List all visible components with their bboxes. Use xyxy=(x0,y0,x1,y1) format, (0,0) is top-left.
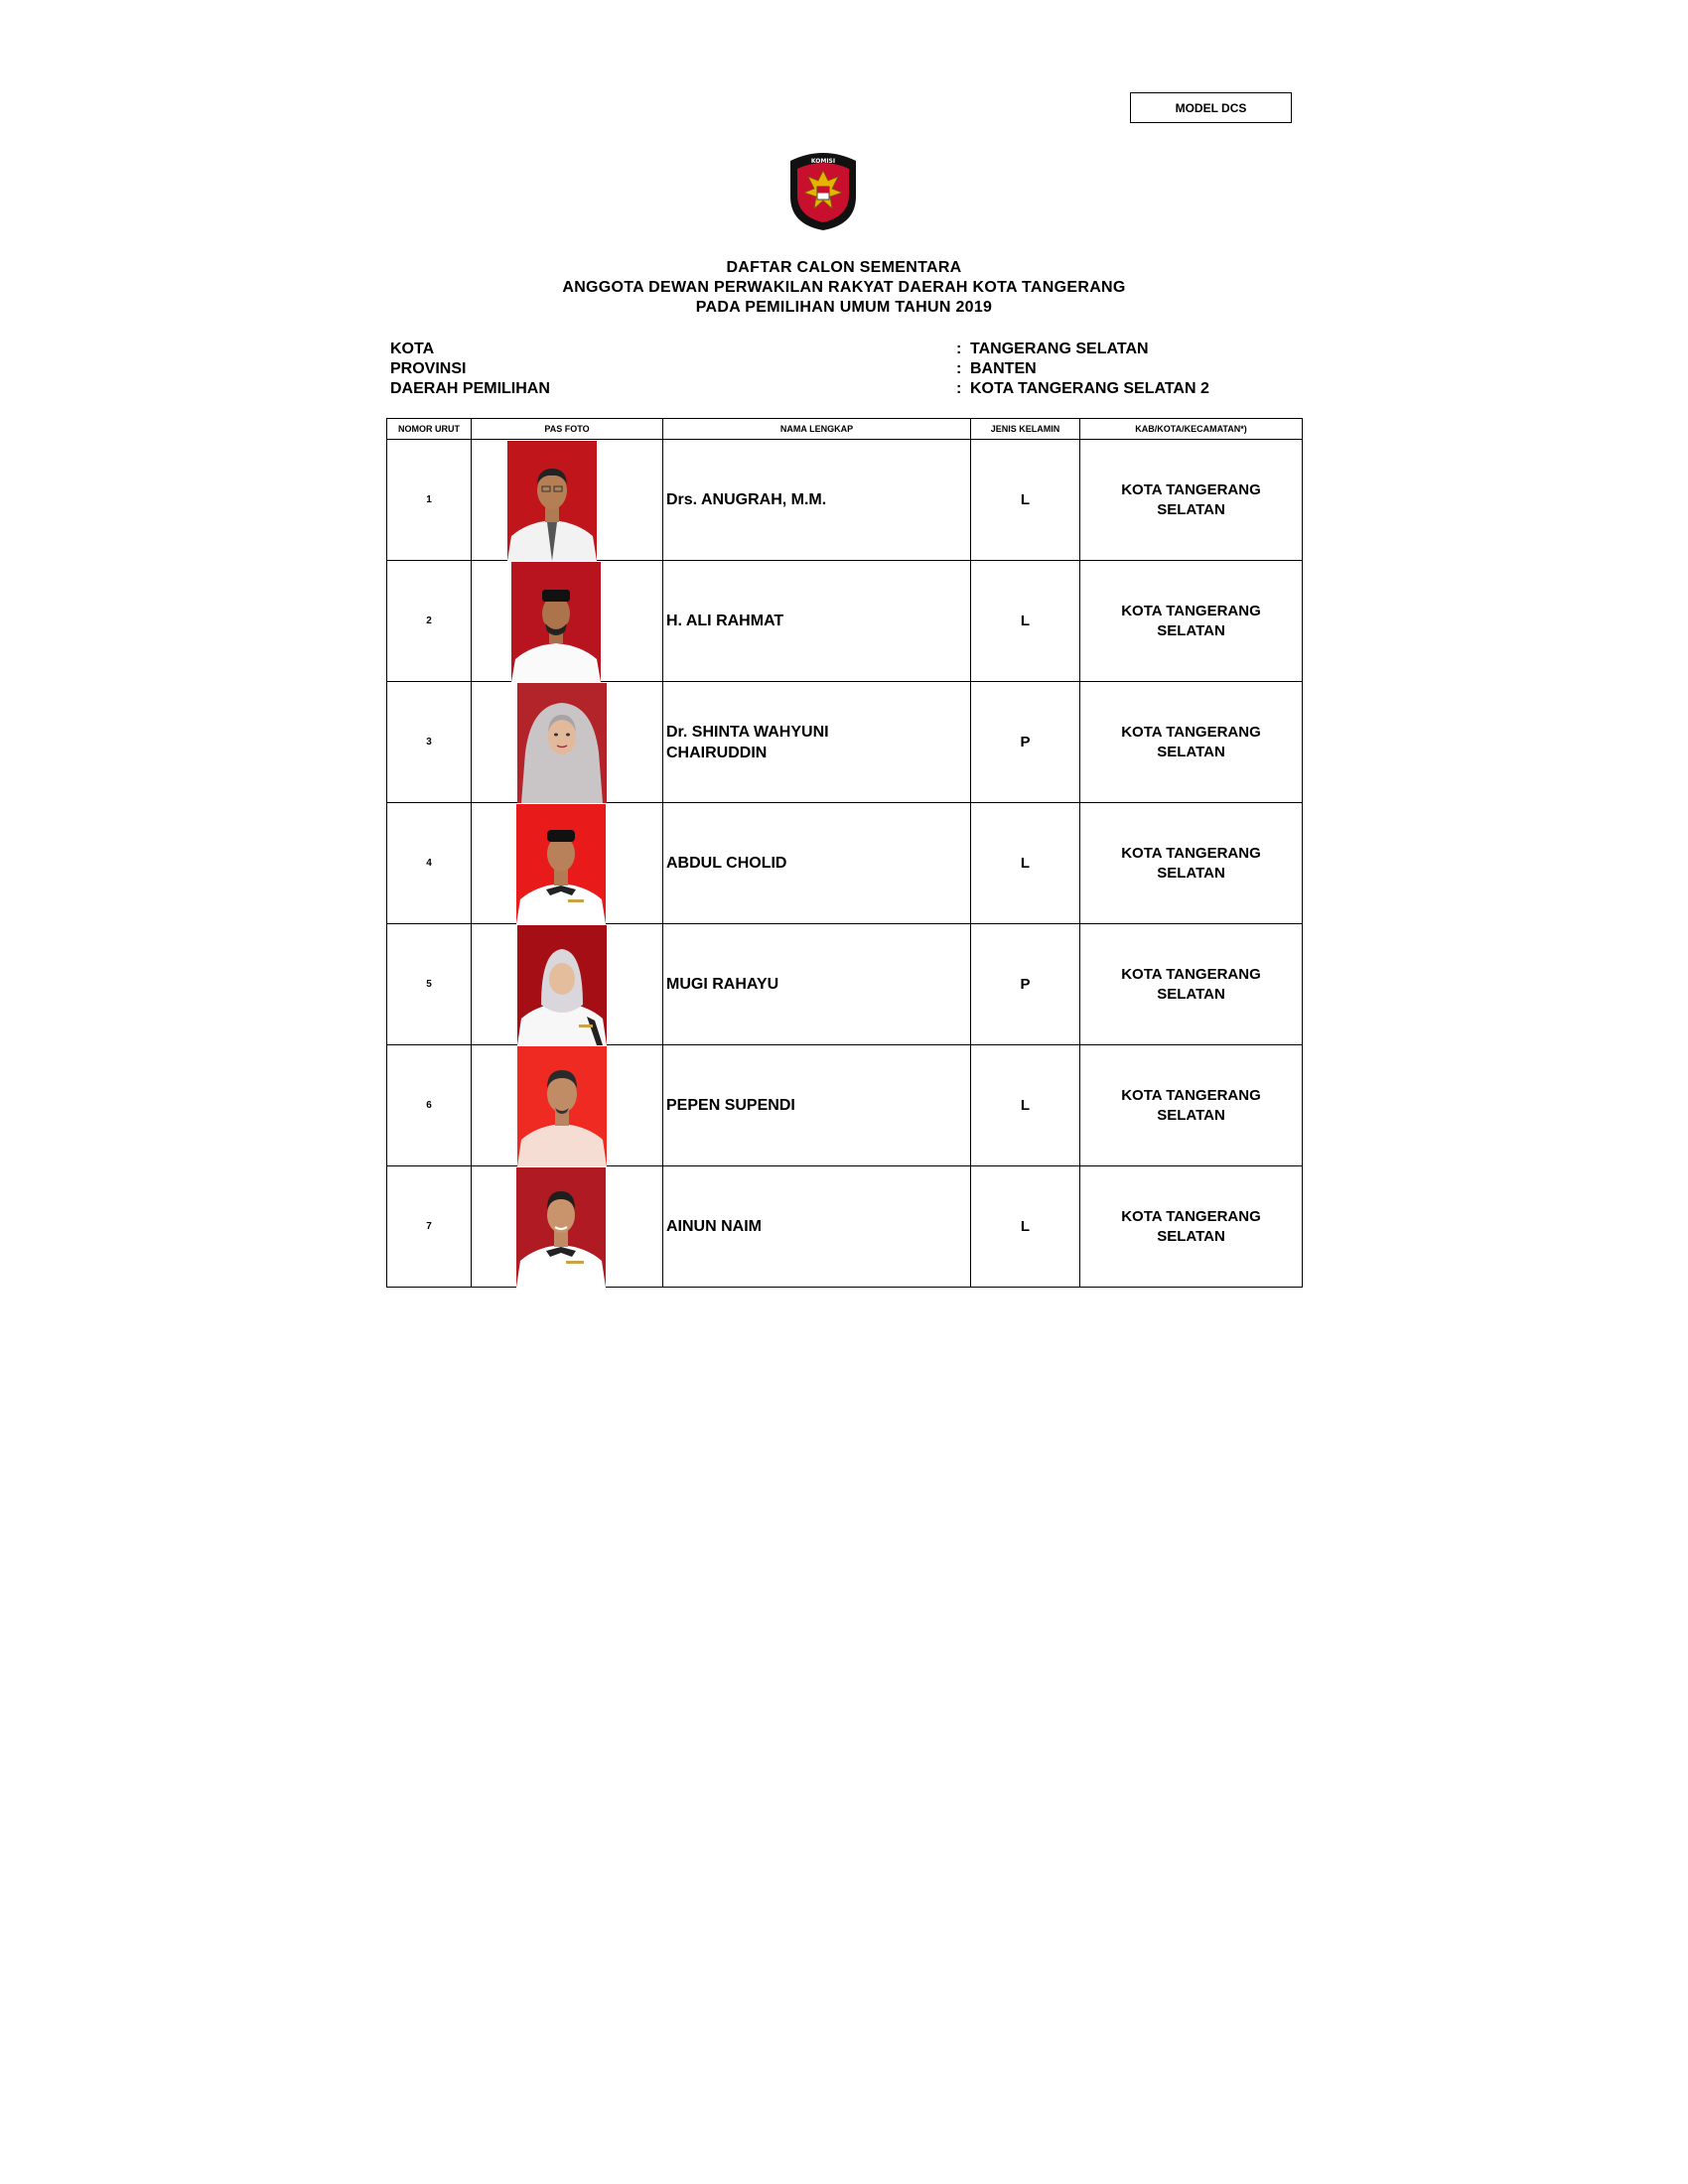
candidate-photo xyxy=(517,925,607,1045)
candidate-gender: L xyxy=(971,803,1080,924)
model-label: MODEL DCS xyxy=(1130,92,1292,123)
pas-foto-cell xyxy=(472,803,663,924)
candidate-name xyxy=(663,1166,971,1288)
row-number: 6 xyxy=(387,1045,472,1166)
row-number: 3 xyxy=(387,682,472,803)
row-number: 5 xyxy=(387,924,472,1045)
name-line-1: PEPEN SUPENDI xyxy=(666,1097,795,1114)
row-number: 2 xyxy=(387,561,472,682)
region-line-2: SELATAN xyxy=(1157,500,1225,518)
region-line-1: KOTA TANGERANG xyxy=(1121,1086,1261,1104)
separator: : xyxy=(956,360,962,377)
candidate-photo xyxy=(517,1046,607,1166)
candidate-name xyxy=(663,803,971,924)
svg-text:KOMISI: KOMISI xyxy=(810,158,836,165)
region-line-2: SELATAN xyxy=(1157,621,1225,639)
table-row xyxy=(387,1045,1303,1166)
region-line-1: KOTA TANGERANG xyxy=(1121,723,1261,741)
name-line-1: H. ALI RAHMAT xyxy=(666,613,784,629)
pas-foto-cell xyxy=(472,1045,663,1166)
title-line-2: ANGGOTA DEWAN PERWAKILAN RAKYAT DAERAH KOTA TANGERANG xyxy=(562,279,1126,296)
candidate-region xyxy=(1080,803,1303,924)
name-line-1: Drs. ANUGRAH, M.M. xyxy=(666,491,827,508)
name-line-1: ABDUL CHOLID xyxy=(666,855,787,872)
header-jenis-kelamin: JENIS KELAMIN xyxy=(971,419,1080,440)
dapil-value: KOTA TANGERANG SELATAN 2 xyxy=(970,380,1209,397)
provinsi-label: PROVINSI xyxy=(390,360,467,377)
region-line-1: KOTA TANGERANG xyxy=(1121,965,1261,983)
pas-foto-cell xyxy=(472,440,663,561)
candidate-photo xyxy=(511,562,601,682)
candidate-region xyxy=(1080,682,1303,803)
region-line-1: KOTA TANGERANG xyxy=(1121,480,1261,498)
candidate-gender: L xyxy=(971,440,1080,561)
region-line-2: SELATAN xyxy=(1157,1227,1225,1245)
header-kab-kota-kecamatan: KAB/KOTA/KECAMATAN*) xyxy=(1080,419,1303,440)
provinsi-value: BANTEN xyxy=(970,360,1037,377)
candidate-photo xyxy=(516,1167,606,1288)
candidate-table xyxy=(386,418,1303,1288)
region-line-2: SELATAN xyxy=(1157,1106,1225,1124)
document-title xyxy=(0,258,1688,318)
region-line-2: SELATAN xyxy=(1157,743,1225,760)
kpu-logo xyxy=(780,147,866,232)
candidate-region xyxy=(1080,561,1303,682)
candidate-gender: P xyxy=(971,682,1080,803)
table-row xyxy=(387,682,1303,803)
title-line-1: DAFTAR CALON SEMENTARA xyxy=(726,259,962,276)
table-header-row xyxy=(387,419,1303,440)
region-line-1: KOTA TANGERANG xyxy=(1121,1207,1261,1225)
region-line-2: SELATAN xyxy=(1157,985,1225,1003)
name-line-1: AINUN NAIM xyxy=(666,1218,762,1235)
table-row xyxy=(387,1166,1303,1288)
region-line-1: KOTA TANGERANG xyxy=(1121,844,1261,862)
dapil-label: DAERAH PEMILIHAN xyxy=(390,380,550,397)
pas-foto-cell xyxy=(472,561,663,682)
info-labels xyxy=(390,340,550,399)
kota-label: KOTA xyxy=(390,341,435,357)
table-row xyxy=(387,561,1303,682)
candidate-region xyxy=(1080,924,1303,1045)
name-line-1: MUGI RAHAYU xyxy=(666,976,779,993)
candidate-photo xyxy=(507,441,597,561)
header-nama-lengkap: NAMA LENGKAP xyxy=(663,419,971,440)
candidate-name xyxy=(663,561,971,682)
region-line-2: SELATAN xyxy=(1157,864,1225,882)
region-line-1: KOTA TANGERANG xyxy=(1121,602,1261,619)
row-number: 4 xyxy=(387,803,472,924)
header-pas-foto: PAS FOTO xyxy=(472,419,663,440)
candidate-photo xyxy=(516,804,606,924)
table-row xyxy=(387,440,1303,561)
table-row xyxy=(387,803,1303,924)
candidate-gender: P xyxy=(971,924,1080,1045)
info-values xyxy=(956,340,1209,399)
candidate-photo xyxy=(517,683,607,803)
candidate-region xyxy=(1080,1166,1303,1288)
title-line-3: PADA PEMILIHAN UMUM TAHUN 2019 xyxy=(695,299,993,316)
candidate-gender: L xyxy=(971,1166,1080,1288)
candidate-region xyxy=(1080,1045,1303,1166)
name-line-1: Dr. SHINTA WAHYUNI xyxy=(666,723,829,741)
kota-value: TANGERANG SELATAN xyxy=(970,341,1149,357)
row-number: 7 xyxy=(387,1166,472,1288)
candidate-name xyxy=(663,682,971,803)
row-number: 1 xyxy=(387,440,472,561)
candidate-gender: L xyxy=(971,561,1080,682)
table-row xyxy=(387,924,1303,1045)
pas-foto-cell xyxy=(472,924,663,1045)
pas-foto-cell xyxy=(472,682,663,803)
separator: : xyxy=(956,380,962,397)
candidate-name xyxy=(663,1045,971,1166)
candidate-name xyxy=(663,924,971,1045)
candidate-region xyxy=(1080,440,1303,561)
pas-foto-cell xyxy=(472,1166,663,1288)
name-line-2: CHAIRUDDIN xyxy=(666,744,768,761)
candidate-name xyxy=(663,440,971,561)
candidate-gender: L xyxy=(971,1045,1080,1166)
separator: : xyxy=(956,341,962,357)
header-nomor-urut: NOMOR URUT xyxy=(387,419,472,440)
